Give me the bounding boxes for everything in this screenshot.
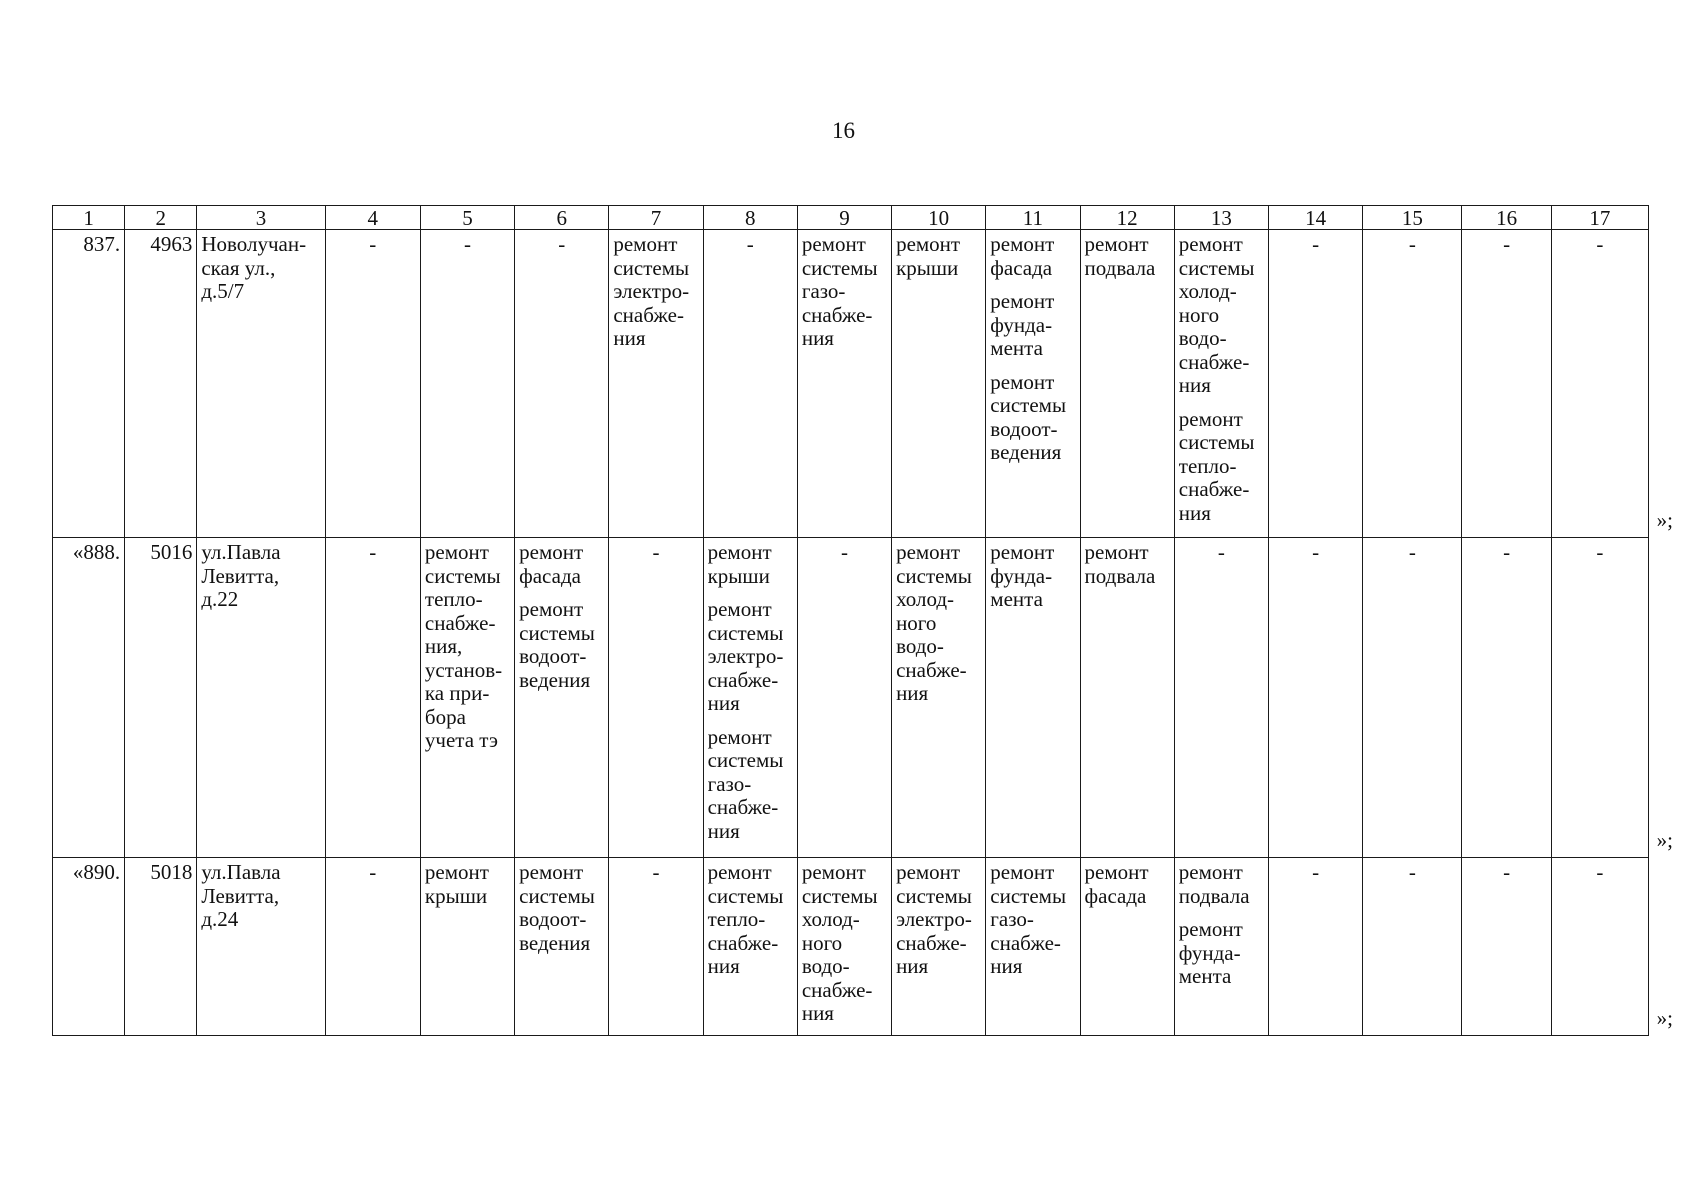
empty-work-cell <box>1363 858 1462 1036</box>
empty-work-cell <box>703 230 797 538</box>
empty-work-cell <box>1269 230 1363 538</box>
repair-work-cell <box>609 230 703 538</box>
dash-placeholder: - <box>369 860 377 884</box>
dash-placeholder: - <box>558 232 566 256</box>
repair-work-item: ремонт системы водоот- ведения <box>519 597 595 692</box>
building-address: ул.Павла Левитта, д.22 <box>197 538 325 858</box>
repair-work-item: ремонт системы электро- снабже- ния <box>896 860 972 978</box>
dash-placeholder: - <box>1596 860 1604 884</box>
column-number-header: 17 <box>1551 206 1648 230</box>
dash-placeholder: - <box>464 232 471 256</box>
repair-work-cell <box>1080 538 1174 858</box>
repair-work-item: ремонт системы холод- ного водо- снабже- ния <box>1178 232 1255 397</box>
repair-work-item: ремонт фасада <box>1084 860 1149 908</box>
repair-work-cell <box>797 230 891 538</box>
building-code: 5016 <box>125 538 197 858</box>
repair-work-cell <box>986 538 1080 858</box>
dash-placeholder: - <box>1408 860 1416 884</box>
dash-placeholder: - <box>746 232 754 256</box>
column-number-header: 7 <box>609 206 703 230</box>
repair-schedule-table <box>52 205 1649 1036</box>
row-number: «890. <box>53 858 125 1036</box>
dash-placeholder: - <box>369 540 377 564</box>
repair-work-item: ремонт системы газо- снабже- ния <box>707 724 784 843</box>
dash-placeholder: - <box>1312 860 1320 884</box>
column-number-header-row <box>53 206 1649 230</box>
column-number-header: 1 <box>53 206 125 230</box>
repair-work-item: ремонт крыши <box>707 540 772 588</box>
empty-work-cell <box>1462 858 1551 1036</box>
column-number-header: 6 <box>515 206 609 230</box>
column-number-header: 14 <box>1269 206 1363 230</box>
building-code: 4963 <box>125 230 197 538</box>
column-number-header: 2 <box>125 206 197 230</box>
repair-work-item: ремонт подвала <box>1178 860 1250 908</box>
column-number-header: 13 <box>1174 206 1268 230</box>
dash-placeholder: - <box>1596 540 1604 564</box>
repair-work-cell <box>797 858 891 1036</box>
empty-work-cell <box>1363 538 1462 858</box>
repair-work-item: ремонт системы тепло- снабже- ния <box>707 860 784 978</box>
repair-work-cell <box>1174 230 1268 538</box>
dash-placeholder: - <box>652 540 660 564</box>
row-closing-quote: »; <box>1656 1006 1673 1030</box>
repair-work-cell <box>515 538 609 858</box>
dash-placeholder: - <box>1312 232 1320 256</box>
empty-work-cell <box>1551 858 1648 1036</box>
repair-work-item: ремонт системы электро- снабже- ния <box>613 232 690 350</box>
empty-work-cell <box>1551 230 1648 538</box>
building-address: Новолучан- ская ул., д.5/7 <box>197 230 325 538</box>
column-number-header: 11 <box>986 206 1080 230</box>
dash-placeholder: - <box>1408 232 1416 256</box>
dash-placeholder: - <box>652 860 660 884</box>
repair-work-item: ремонт системы газо- снабже- ния <box>801 232 878 350</box>
row-number: «888. <box>53 538 125 858</box>
empty-work-cell <box>609 858 703 1036</box>
repair-work-item: ремонт системы холод- ного водо- снабже- ния <box>896 540 972 705</box>
page-number: 16 <box>832 118 855 143</box>
column-number-header: 15 <box>1363 206 1462 230</box>
repair-work-cell <box>986 858 1080 1036</box>
empty-work-cell <box>1174 538 1268 858</box>
repair-work-cell <box>892 858 986 1036</box>
empty-work-cell <box>609 538 703 858</box>
repair-work-cell <box>515 858 609 1036</box>
dash-placeholder: - <box>1312 540 1320 564</box>
column-number-header: 8 <box>703 206 797 230</box>
empty-work-cell <box>797 538 891 858</box>
repair-work-cell <box>892 538 986 858</box>
repair-work-item: ремонт системы тепло- снабже- ния <box>1178 406 1255 525</box>
repair-work-item: ремонт системы газо- снабже- ния <box>990 860 1067 978</box>
repair-work-cell <box>1174 858 1268 1036</box>
empty-work-cell <box>1551 538 1648 858</box>
empty-work-cell <box>420 230 514 538</box>
empty-work-cell <box>1462 230 1551 538</box>
column-number-header: 12 <box>1080 206 1174 230</box>
row-closing-quote: »; <box>1656 508 1673 532</box>
dash-placeholder: - <box>1408 540 1416 564</box>
empty-work-cell <box>1363 230 1462 538</box>
repair-work-cell <box>703 538 797 858</box>
dash-placeholder: - <box>1503 860 1511 884</box>
repair-work-item: ремонт системы водоот- ведения <box>519 860 595 955</box>
repair-work-cell <box>1080 230 1174 538</box>
repair-work-item: ремонт подвала <box>1084 540 1156 588</box>
row-closing-quote: »; <box>1656 828 1673 852</box>
column-number-header: 3 <box>197 206 325 230</box>
empty-work-cell <box>1269 538 1363 858</box>
empty-work-cell <box>1462 538 1551 858</box>
empty-work-cell <box>325 858 420 1036</box>
building-code: 5018 <box>125 858 197 1036</box>
repair-work-cell <box>703 858 797 1036</box>
column-number-header: 5 <box>420 206 514 230</box>
repair-work-item: ремонт фасада <box>519 540 584 588</box>
dash-placeholder: - <box>1596 232 1604 256</box>
table-row <box>53 230 1649 538</box>
building-address: ул.Павла Левитта, д.24 <box>197 858 325 1036</box>
repair-work-item: ремонт системы тепло- снабже- ния, установ- ка при- бора учета тэ <box>424 540 503 752</box>
repair-work-item: ремонт крыши <box>424 860 489 908</box>
empty-work-cell <box>325 230 420 538</box>
table-row <box>53 538 1649 858</box>
repair-work-item: ремонт фунда- мента <box>990 289 1055 360</box>
empty-work-cell <box>515 230 609 538</box>
repair-work-cell <box>1080 858 1174 1036</box>
row-number: 837. <box>53 230 125 538</box>
column-number-header: 16 <box>1462 206 1551 230</box>
repair-work-cell <box>986 230 1080 538</box>
empty-work-cell <box>325 538 420 858</box>
repair-work-item: ремонт фунда- мента <box>1178 917 1243 988</box>
repair-work-item: ремонт фасада <box>990 232 1055 280</box>
column-number-header: 9 <box>797 206 891 230</box>
repair-work-item: ремонт системы холод- ного водо- снабже- ния <box>801 860 878 1025</box>
dash-placeholder: - <box>1217 540 1225 564</box>
column-number-header: 4 <box>325 206 420 230</box>
repair-work-item: ремонт крыши <box>896 232 961 280</box>
empty-work-cell <box>1269 858 1363 1036</box>
repair-work-item: ремонт фунда- мента <box>990 540 1055 611</box>
repair-work-item: ремонт системы электро- снабже- ния <box>707 597 784 715</box>
dash-placeholder: - <box>1503 540 1511 564</box>
dash-placeholder: - <box>369 232 377 256</box>
repair-work-item: ремонт подвала <box>1084 232 1156 280</box>
repair-work-item: ремонт системы водоот- ведения <box>990 369 1067 464</box>
repair-work-cell <box>420 858 514 1036</box>
repair-work-cell <box>892 230 986 538</box>
dash-placeholder: - <box>840 540 848 564</box>
repair-work-cell <box>420 538 514 858</box>
dash-placeholder: - <box>1503 232 1511 256</box>
column-number-header: 10 <box>892 206 986 230</box>
table-row <box>53 858 1649 1036</box>
